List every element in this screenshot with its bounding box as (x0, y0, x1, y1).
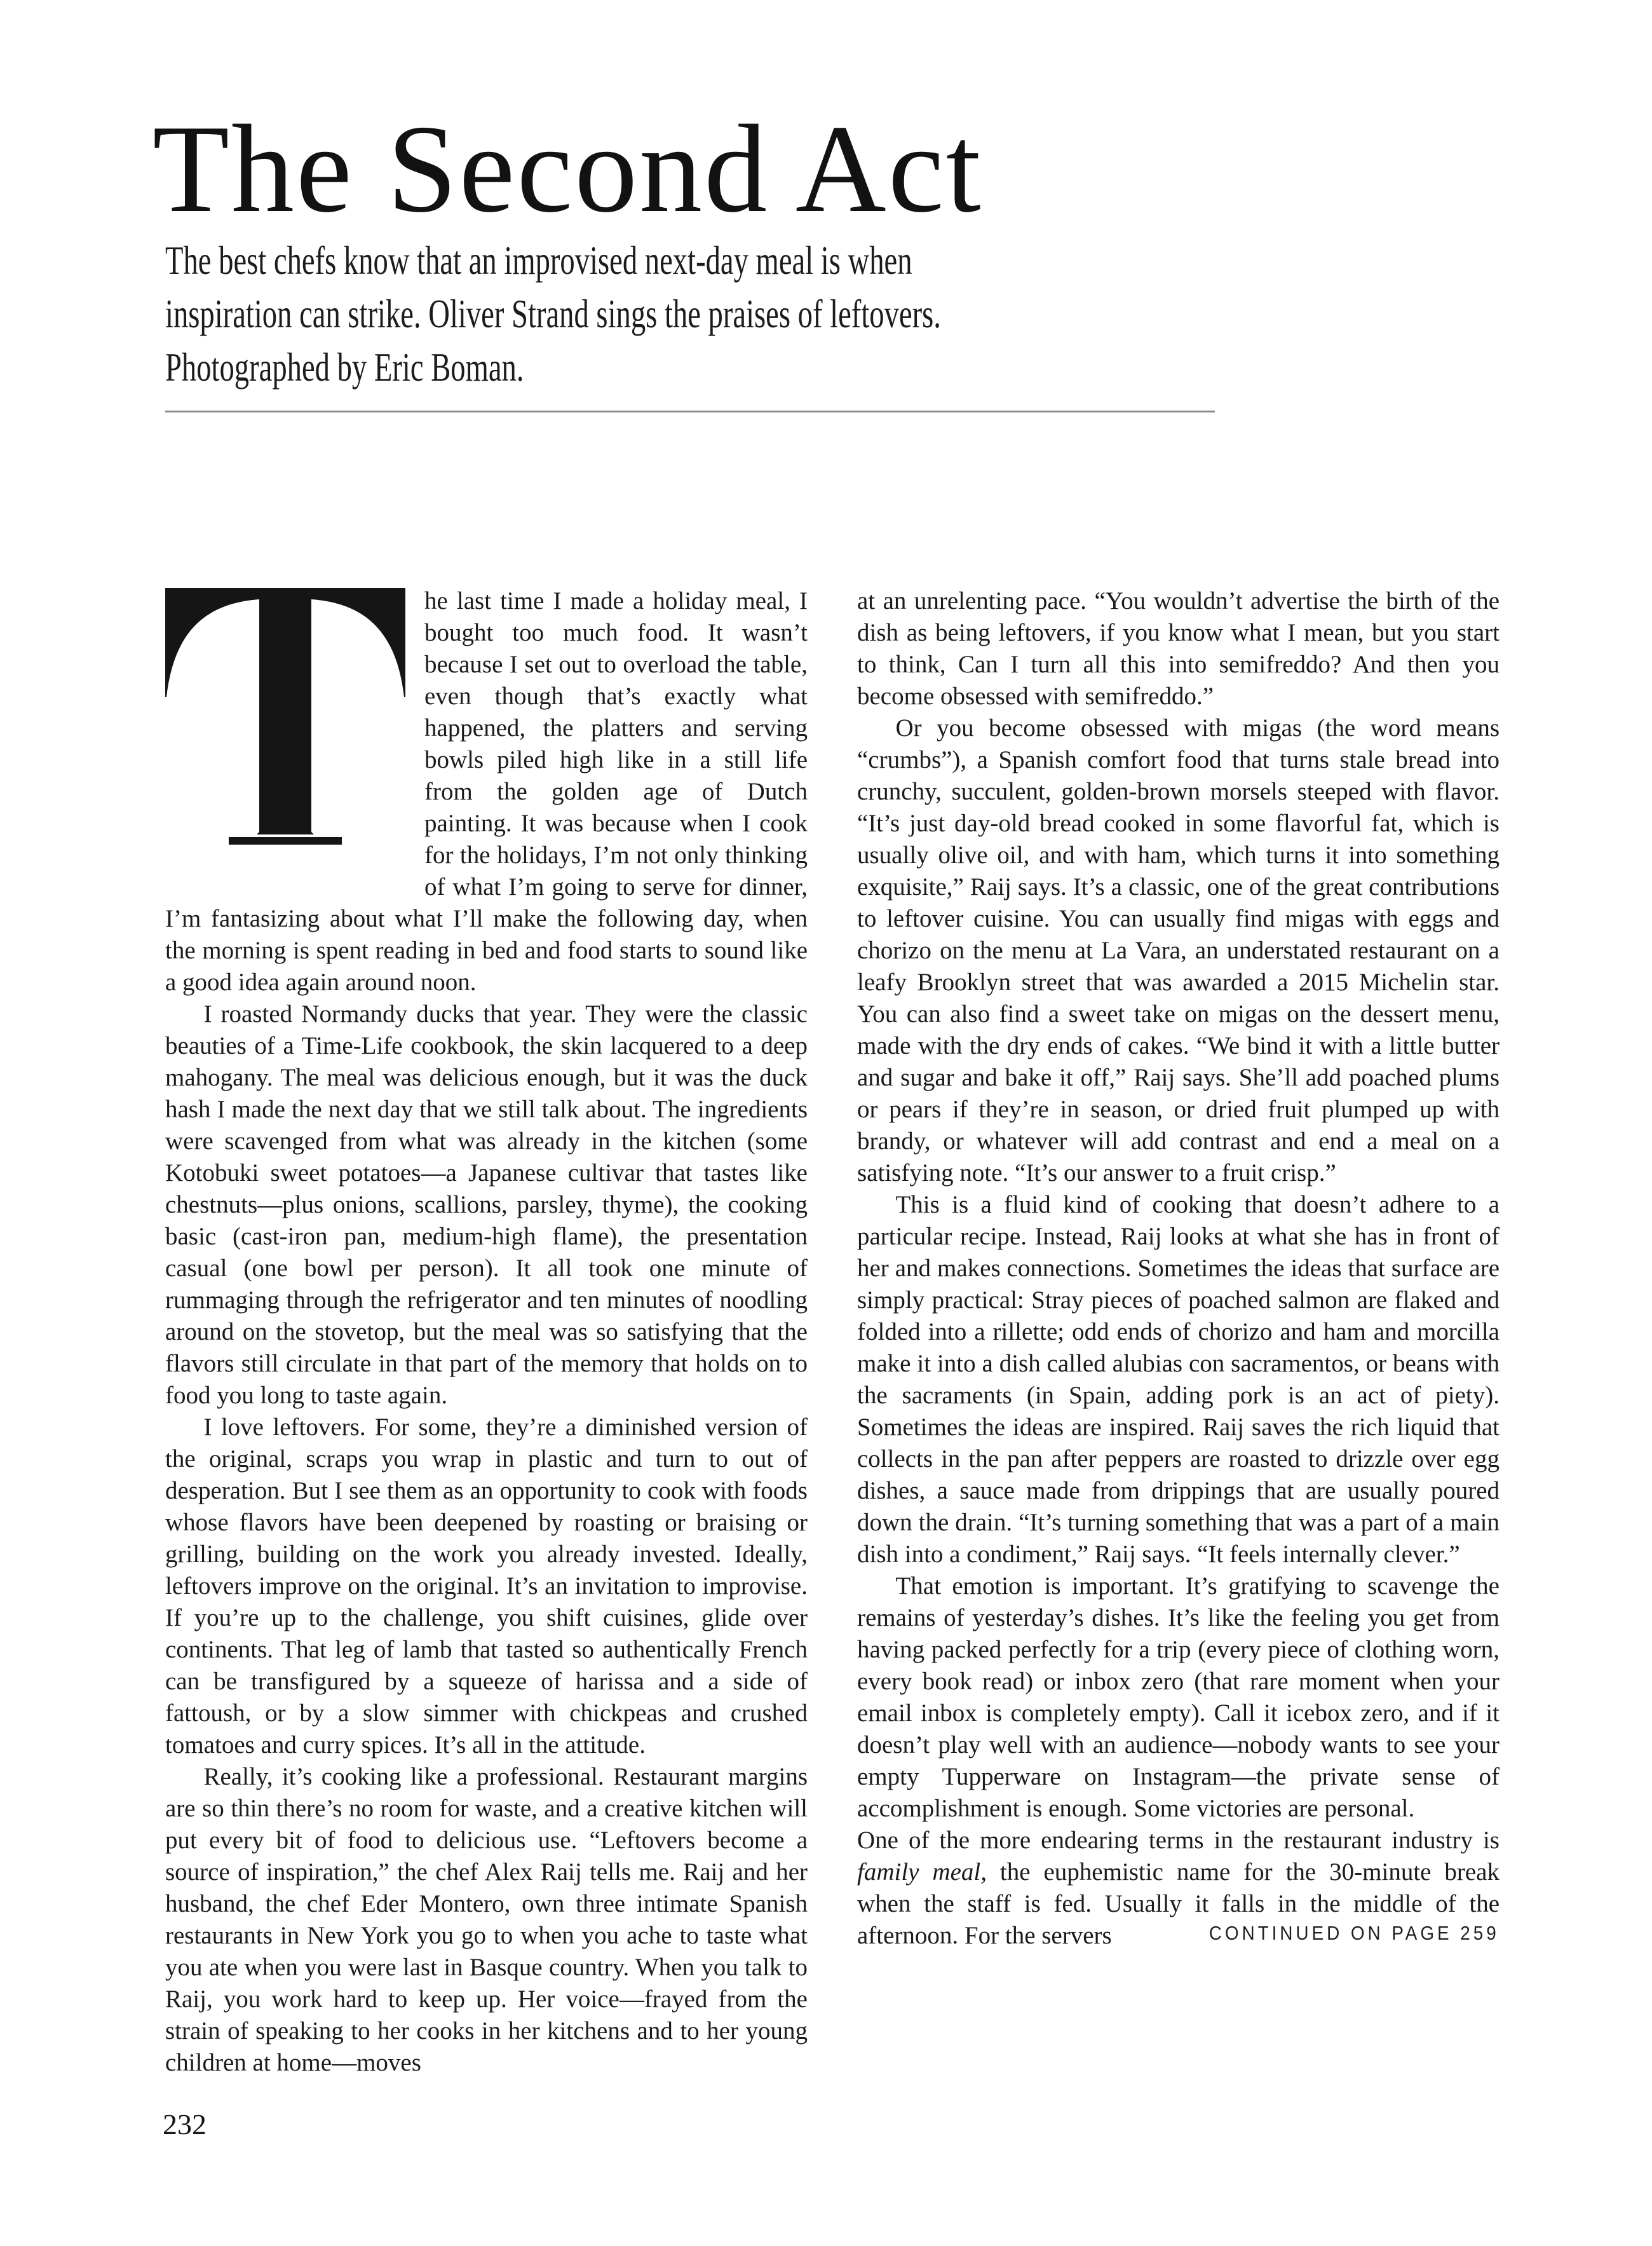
paragraph (857, 1825, 1500, 1952)
page-title: The Second Act (152, 99, 983, 238)
paragraph: This is a fluid kind of cooking that doesn’t adhere to a particular recipe. Instead, Raij looks at what she has in front of her and makes connections. Sometimes the ideas that surface are simply practical: Stray pieces of poached salmon are flaked and folded into a rillette; odd ends of chorizo and ham and morcilla make it into a dish called alubias con sacramentos, or beans with the sacraments (in Spain, adding pork is an act of piety). Sometimes the ideas are inspired. Raij saves the rich liquid that collects in the pan after peppers are roasted to drizzle over egg dishes, a sauce made from drippings that are usually poured down the drain. “It’s turning something that was a part of a main dish into a condiment,” Raij says. “It feels internally clever.” (857, 1191, 1500, 1568)
paragraph-text: One of the more endearing terms in the restaurant industry is (857, 1827, 1500, 1854)
paragraph: I roasted Normandy ducks that year. They were the classic beauties of a Time-Life cookbook, the skin lacquered to a deep mahogany. The meal was delicious enough, but it was the duck hash I made the next day that we still talk about. The ingredients were scavenged from what was already in the kitchen (some Kotobuki sweet potatoes—a Japanese cultivar that tastes like chestnuts—plus onions, scallions, parsley, thyme), the cooking basic (cast-iron pan, medium-high flame), the presentation casual (one bowl per person). It all took one minute of rummaging through the refrigerator and ten minutes of noodling around on the stovetop, but the meal was so satisfying that the flavors still circulate in that part of the memory that holds on to food you long to taste again. (165, 1000, 808, 1409)
drop-cap-letter-t-glyph (165, 588, 405, 847)
paragraph: I love leftovers. For some, they’re a diminished version of the original, scraps you wrap in plastic and turn to out of desperation. But I see them as an opportunity to cook with foods whose flavors have been deepened by roasting or braising or grilling, building on the work you already invested. Ideally, leftovers improve on the original. It’s an invitation to improvise. If you’re up to the challenge, you shift cuisines, glide over continents. That leg of lamb that tasted so authentically French can be transfigured by a squeeze of harissa and a side of fattoush, or by a slow simmer with chickpeas and crushed tomatoes and curry spices. It’s all in the attitude. (165, 1413, 808, 1759)
left-column (165, 585, 808, 2079)
deck-line: The best chefs know that an improvised next-day meal is when (165, 238, 912, 283)
article-deck (165, 234, 1500, 394)
paragraph (165, 585, 808, 998)
article-header (152, 99, 1500, 412)
italic-term: family meal, (857, 1858, 987, 1886)
deck-line: inspiration can strike. Oliver Strand sings the praises of leftovers. (165, 292, 941, 336)
drop-cap (165, 588, 414, 874)
right-column (857, 585, 1500, 2079)
paragraph: at an unrelenting pace. “You wouldn’t advertise the birth of the dish as being leftovers, if you know what I mean, but you start to think, Can I turn all this into semifreddo? And then you become obsessed with semifreddo.” (857, 587, 1500, 710)
continued-on-page-label: CONTINUED ON PAGE 259 (1201, 1917, 1500, 1949)
page-content (0, 99, 1652, 2079)
article-body (165, 585, 1500, 2079)
page-number: 232 (163, 2108, 207, 2141)
paragraph: Or you become obsessed with migas (the word means “crumbs”), a Spanish comfort food that turns stale bread into crunchy, succulent, golden-brown morsels steeped with flavor. “It’s just day-old bread cooked in some flavorful fat, which is usually olive oil, and with ham, which turns it into something exquisite,” Raij says. It’s a classic, one of the great contributions to leftover cuisine. You can usually find migas with eggs and chorizo on the menu at La Vara, an understated restaurant on a leafy Brooklyn street that was awarded a 2015 Michelin star. You can also find a sweet take on migas on the dessert menu, made with the dry ends of cakes. “We bind it with a little butter and sugar and bake it off,” Raij says. She’ll add poached plums or pears if they’re in season, or dried fruit plumped up with brandy, or whatever will add contrast and end a meal on a satisfying note. “It’s our answer to a fruit crisp.” (857, 714, 1500, 1187)
deck-line: Photographed by Eric Boman. (165, 345, 524, 390)
paragraph: That emotion is important. It’s gratifying to scavenge the remains of yesterday’s dishes. It’s like the feeling you get from having packed perfectly for a trip (every piece of clothing worn, every book read) or inbox zero (that rare moment when your email inbox is completely empty). Call it icebox zero, and if it doesn’t play well with an audience—nobody wants to see your empty Tupperware on Instagram—the private sense of accomplishment is enough. Some victories are personal. (857, 1572, 1500, 1822)
paragraph-text: he last time I made a holiday meal, I bought too much food. It wasn’t because I set out to overload the table, even though that’s exactly what happened, the platters and serving bowls piled high like in a still life from the golden age of Dutch painting. It was because when I cook for the holidays, I’m not only thinking of what I’m going to serve for dinner, I’m fantasizing about what I’ll make the following day, when the morning is spent reading in bed and food starts to sound like a good idea again around noon. (165, 587, 808, 996)
paragraph-text: the euphemistic name for the 30-minute break when the staff is fed. Usually it falls in the middle of the afternoon. For the servers (857, 1858, 1500, 1949)
paragraph: Really, it’s cooking like a professional. Restaurant margins are so thin there’s no room for waste, and a creative kitchen will put every bit of food to delicious use. “Leftovers become a source of inspiration,” the chef Alex Raij tells me. Raij and her husband, the chef Eder Montero, own three intimate Spanish restaurants in New York you go to when you ache to taste what you ate when you were last in Basque country. When you talk to Raij, you work hard to keep up. Her voice—frayed from the strain of speaking to her cooks in her kitchens and to her young children at home—moves (165, 1763, 808, 2076)
divider-rule (165, 411, 1215, 412)
